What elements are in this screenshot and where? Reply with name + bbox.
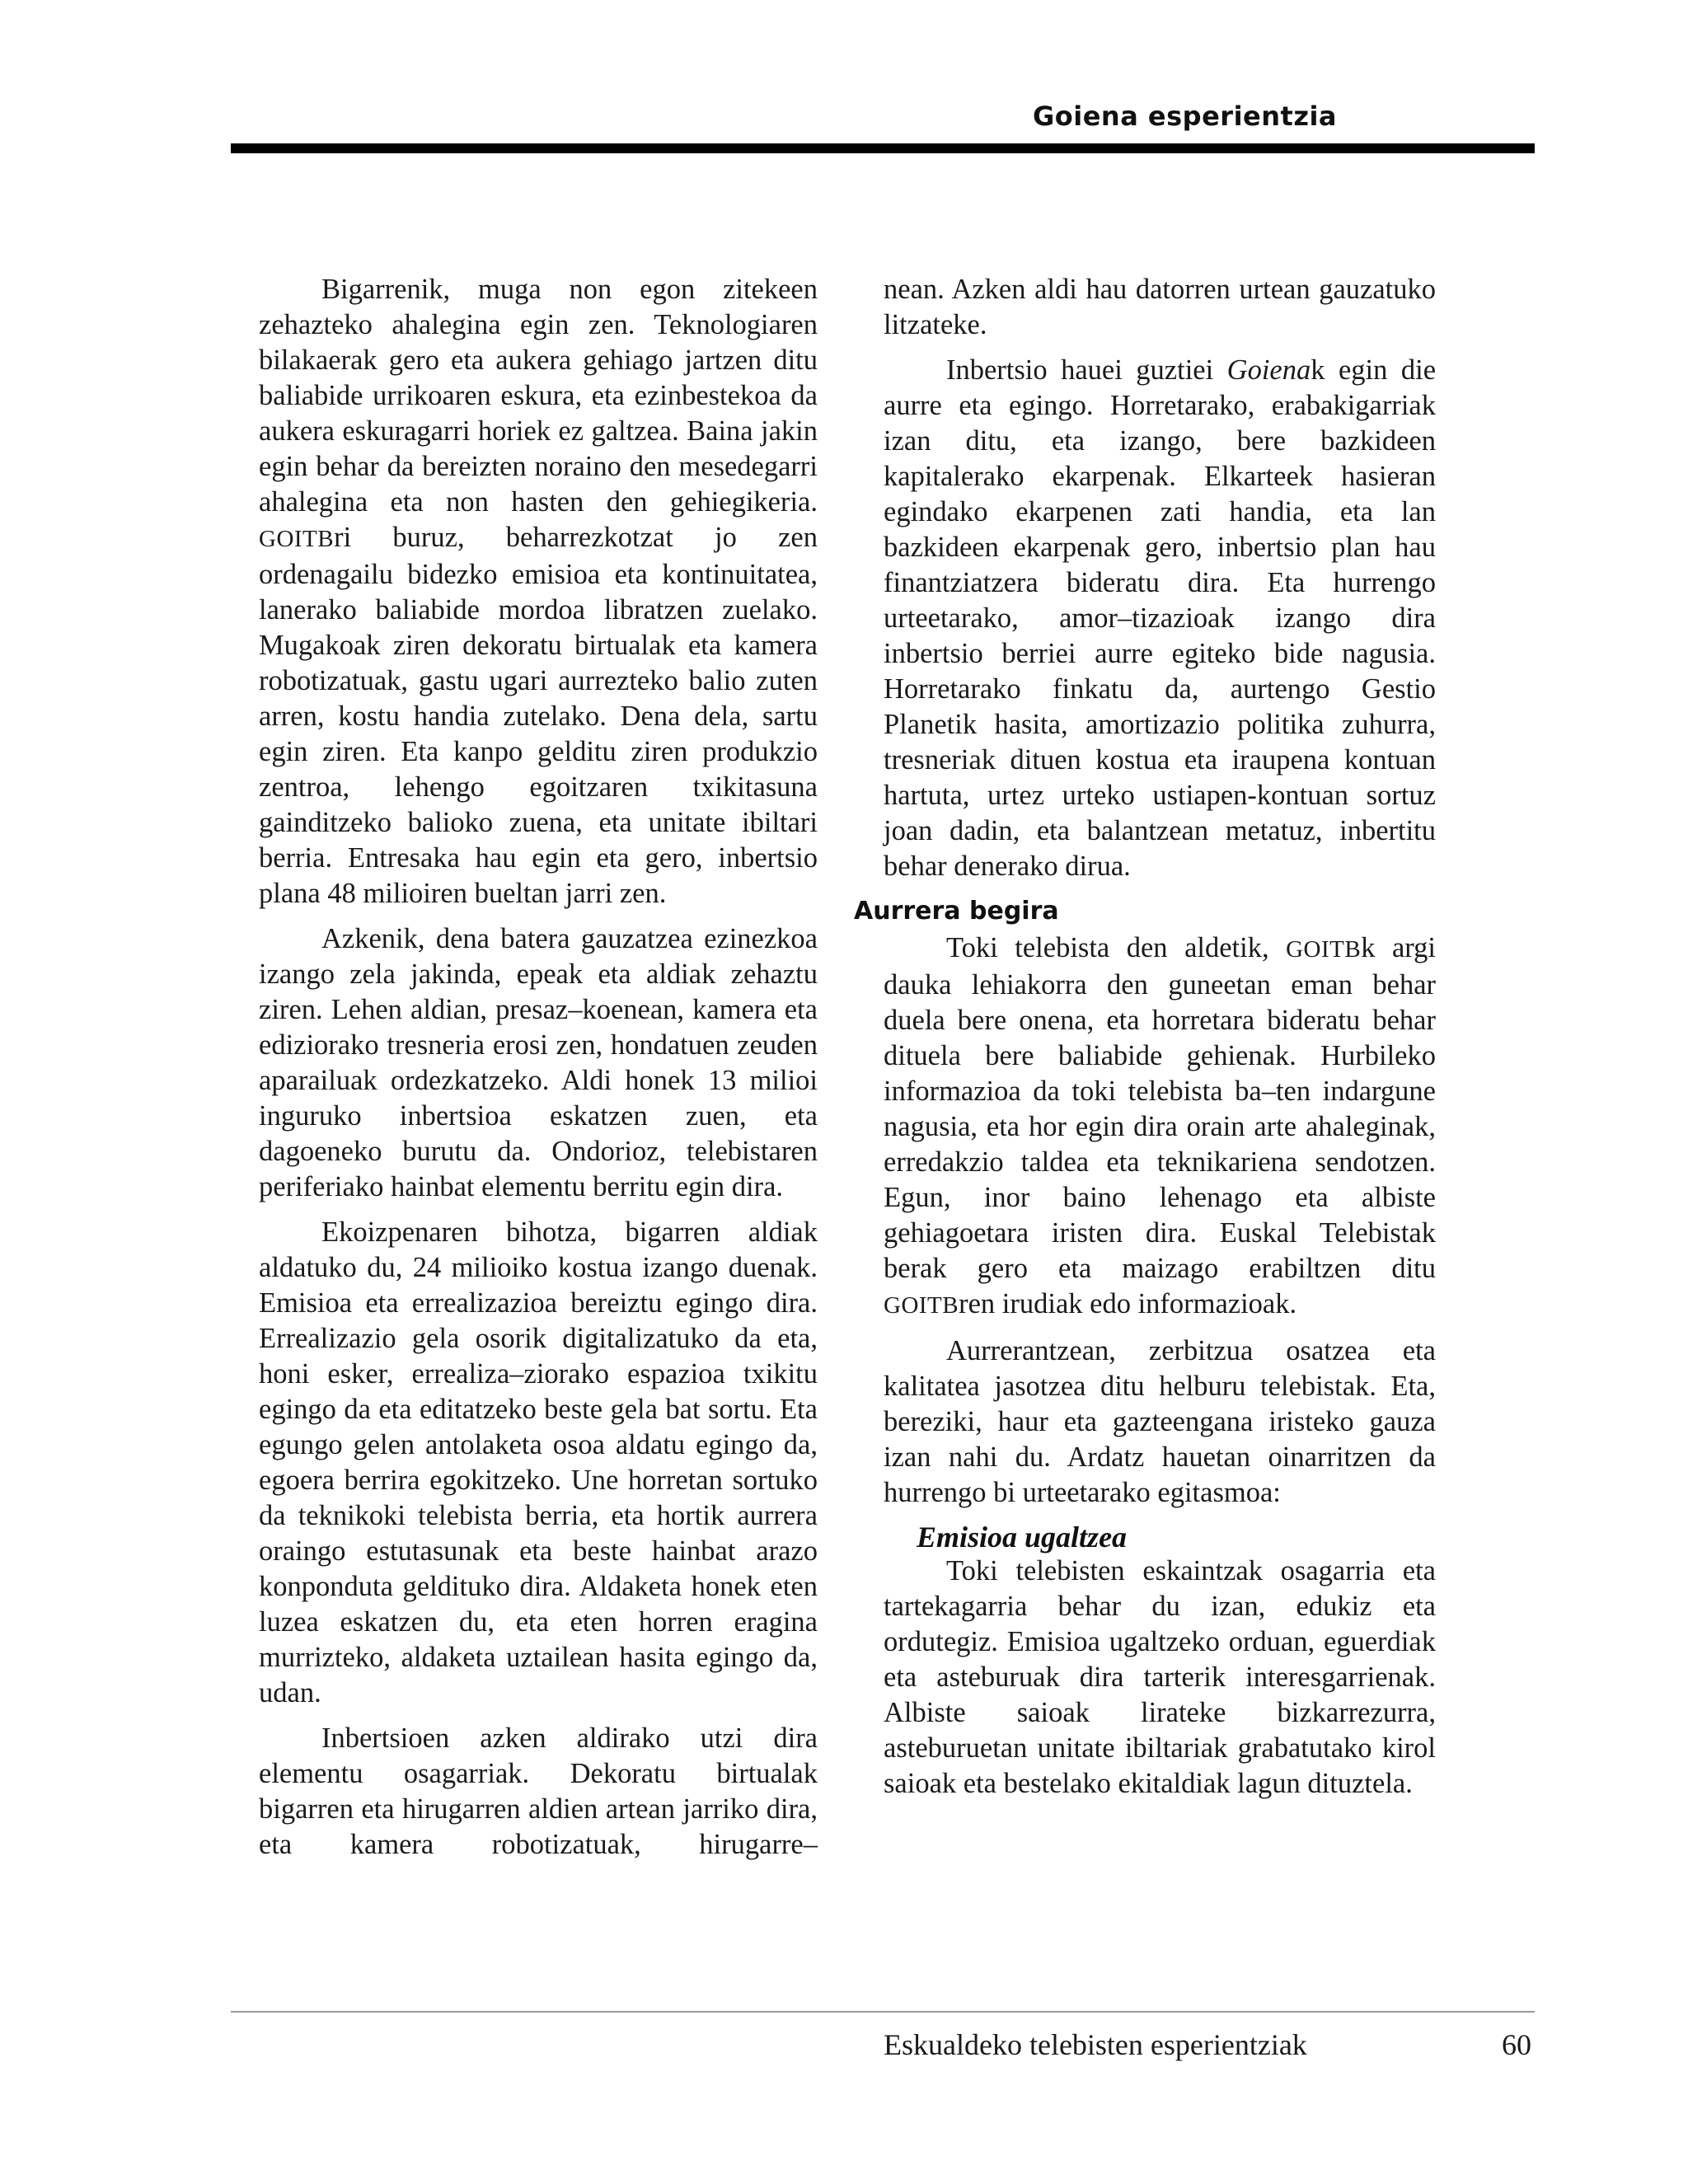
- subsection-heading: Emisioa ugaltzea: [917, 1521, 1128, 1554]
- right-column: [854, 272, 1437, 1811]
- paragraph: Aurrerantzean, zerbitzua osatzea eta kalitatea jasotzea ditu helburu telebistak. Eta, bereziki, haur eta gazteengana iristeko gauza izan nahi du. Ardatz hauetan oinarritzen da hurrengo bi urteetarako egitasmoa:: [884, 1335, 1436, 1508]
- paragraph: Bigarrenik, muga non egon zitekeen zehazteko ahalegina egin zen. Teknologiaren bilakaerak gero eta aukera gehiago jartzen ditu baliabide urrikoaren eskura, eta ezinbestekoa da aukera eskuragarri horiek ez galtzea. Baina jakin egin behar da bereizten noraino den mesedegarri ahalegina eta non hasten den gehiegikeria. GOITBri buruz, beharrezkotzat jo zen ordenagailu bidezko emisioa eta kontinuitatea, lanerako baliabide mordoa libratzen zuelako. Mugakoak ziren dekoratu birtualak eta kamera robotizatuak, gastu ugari aurrezteko balio zuten arren, kostu handia zutelako. Dena dela, sartu egin ziren. Eta kanpo gelditu ziren produkzio zentroa, lehengo egoitzaren txikitasuna gainditzeko balioko zuena, eta unitate ibiltari berria. Entresaka hau egin eta gero, inbertsio plana 48 milioiren bueltan jarri zen.: [259, 274, 818, 909]
- acronym: GOITB: [259, 526, 335, 552]
- paragraph: Inbertsio hauei guztiei Goienak egin die aurre eta egingo. Horretarako, erabakigarriak izan ditu, eta izango, bere bazkideen kapitalerako ekarpenak. Elkarteek hasieran egindako ekarpenen zati handia, eta lan bazkideen ekarpenak gero, inbertsio plan hau finantziatzera bideratu dira. Eta hurrengo urteetarako, amor–tizazioak izango dira inbertsio berriei aurre egiteko bide nagusia. Horretarako finkatu da, aurtengo Gestio Planetik hasita, amortizazio politika zuhurra, tresneriak dituen kostua eta iraupena kontuan hartuta, urtez urteko ustiapen-kontuan sortuz joan dadin, eta balantzean metatuz, inbertitu behar denerako dirua.: [884, 354, 1437, 882]
- paragraph: Toki telebisten eskaintzak osagarria eta tartekagarria behar du izan, edukiz eta ordutegiz. Emisioa ugaltzeko orduan, eguerdiak eta asteburuak dira tarterik interesgarrienak. Albiste saioak lirateke bizkarrezurra, asteburuetan unitate ibiltariak grabatutako kirol saioak eta bestelako ekitaldiak lagun dituztela.: [884, 1555, 1436, 1799]
- header-rule: [231, 143, 1535, 153]
- italic-name: Goiena: [1226, 354, 1311, 386]
- section-heading: Aurrera begira: [854, 897, 1059, 926]
- left-column: [259, 272, 818, 1872]
- page-number: 60: [1502, 2028, 1531, 2061]
- footer-rule: [231, 2011, 1535, 2013]
- acronym: GOITB: [1286, 936, 1362, 963]
- acronym: GOITB: [884, 1292, 959, 1319]
- paragraph: Inbertsioen azken aldirako utzi dira elementu osagarriak. Dekoratu birtualak bigarren eta hirugarren aldien artean jarriko dira, eta kamera robotizatuak, hirugarre–: [259, 1722, 818, 1860]
- running-header-title: Goiena esperientzia: [1032, 101, 1337, 132]
- paragraph: Toki telebista den aldetik, GOITBk argi dauka lehiakorra den guneetan eman behar duela bere onena, eta horretara bideratu behar dituela bere baliabide gehienak. Hurbileko informazioa da toki telebista ba–ten indargune nagusia, eta hor egin dira orain arte ahaleginak, erredakzio taldea eta teknikariena sendotzen. Egun, inor baino lehenago eta albiste gehiagoetara iristen dira. Euskal Telebistak berak gero eta maizago erabiltzen ditu GOITBren irudiak edo informazioak.: [884, 932, 1437, 1319]
- paragraph: Ekoizpenaren bihotza, bigarren aldiak aldatuko du, 24 milioiko kostua izango duenak. Emisioa eta errealizazioa bereiztu egingo dira. Errealizazio gela osorik digitalizatuko da eta, honi esker, errealiza–ziorako espazioa txikitu egingo da eta editatzeko beste gela bat sortu. Eta egungo gelen antolaketa osoa aldatu egingo da, egoera berrira egokitzeko. Une horretan sortuko da teknikoki telebista berria, eta hortik aurrera oraingo estutasunak eta beste hainbat arazo konponduta geldituko dira. Aldaketa honek eten luzea eskatzen du, eta eten horren eragina murrizteko, aldaketa uztailean hasita egingo da, udan.: [259, 1216, 818, 1708]
- paragraph: Azkenik, dena batera gauzatzea ezinezkoa izango zela jakinda, epeak eta aldiak zehaztu ziren. Lehen aldian, presaz–koenean, kamera eta ediziorako tresneria erosi zen, hondatuen zeuden aparailuak ordezkatzeko. Aldi honek 13 milioi inguruko inbertsioa eskatzen zuen, eta dagoeneko burutu da. Ondorioz, telebistaren periferiako hainbat elementu berritu egin dira.: [259, 923, 818, 1202]
- paragraph-continued: nean. Azken aldi hau datorren urtean gauzatuko litzateke.: [884, 274, 1436, 340]
- footer-book-title: Eskualdeko telebisten esperientziak: [884, 2028, 1307, 2061]
